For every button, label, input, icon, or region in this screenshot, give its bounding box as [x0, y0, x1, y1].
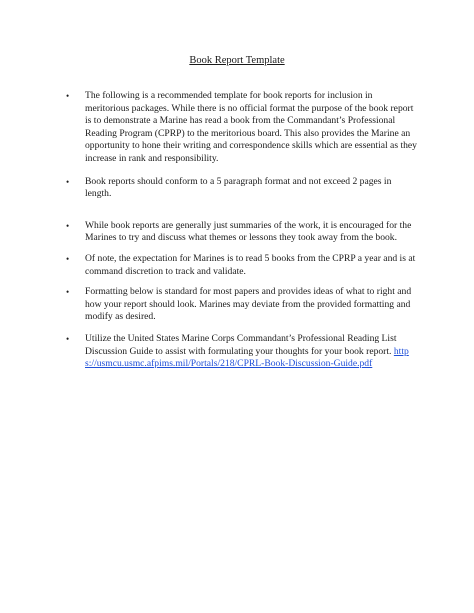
list-item [66, 176, 418, 201]
bullet-text: Formatting below is standard for most papers and provides ideas of what to right and how your report should look. Marines may deviate from the provided formatting and modify as desired. [85, 286, 412, 323]
list-item [66, 90, 418, 166]
list-item [66, 253, 418, 278]
bullet-icon: • [66, 287, 70, 298]
bullet-icon: • [66, 91, 70, 101]
list-item [66, 333, 418, 371]
discussion-guide-link[interactable]: https://usmcu.usmc.afpims.mil/Portals/218/CPRL-Book-Discussion-Guide.pdf [85, 345, 409, 370]
bullet-icon: • [66, 176, 70, 187]
bullet-text: Book reports should conform to a 5 paragraph format and not exceed 2 pages in length. [85, 175, 392, 200]
list-item [66, 220, 418, 245]
bullet-list [66, 90, 418, 371]
bullet-text: Utilize the United States Marine Corps Commandant’s Professional Reading List Discussion Guide to assist with formulating your thoughts for your book report. [85, 332, 397, 357]
bullet-text: While book reports are generally just summaries of the work, it is encouraged for the Marines to try and discuss what themes or lessons they took away from the book. [85, 219, 412, 244]
document-title: Book Report Template [189, 55, 285, 66]
bullet-icon: • [66, 253, 70, 264]
list-item [66, 286, 418, 324]
bullet-text: The following is a recommended template for book reports for inclusion in meritorious packages. While there is no official format the purpose of the book report is to demonstrate a Marine has read a book from the Commandant’s Professional Reading Program (CPRP) to the meritorious board. This also provides the Marine an opportunity to hone their writing and correspondence skills which are essential as they increase in rank and responsibility. [85, 90, 417, 164]
bullet-icon: • [66, 220, 70, 231]
bullet-icon: • [66, 333, 70, 344]
bullet-text: Of note, the expectation for Marines is to read 5 books from the CPRP a year and is at command discretion to track and validate. [85, 252, 416, 277]
